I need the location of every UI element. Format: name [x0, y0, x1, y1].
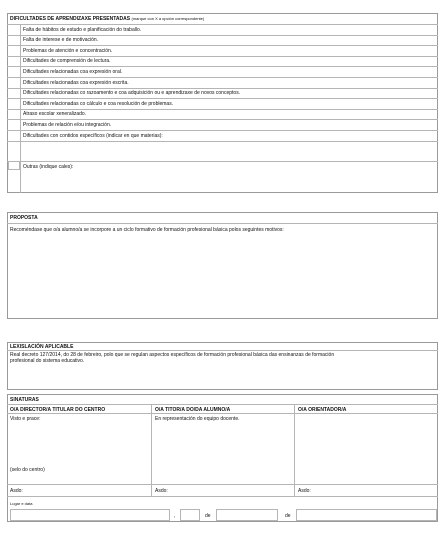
team-representation-note: En representación do equipo docente. [155, 416, 240, 422]
difficulty-row-divider [7, 109, 438, 110]
difficulty-row-divider [7, 119, 438, 120]
counsellor-column-title: O/A ORIENTADOR/A [298, 407, 347, 413]
signatures-title-divider [7, 413, 438, 414]
day-input[interactable] [180, 509, 200, 521]
difficulty-item-label: Dificultades relacionadas coa expresión escrita. [23, 79, 129, 86]
signatures-header-divider [7, 404, 438, 405]
difficulty-item-label: Dificultades relacionadas co razoamento e coa adquisición ou e aprendizaxe de novos conceptos. [23, 90, 241, 97]
difficulty-checkbox[interactable] [8, 98, 20, 109]
approval-note: Visto e prace: [10, 416, 41, 422]
difficulty-row-divider [7, 45, 438, 46]
counsellor-signed-label: Asdo: [298, 488, 311, 494]
difficulty-item-label: Falta de hábitos de estudo e planificación do traballo. [23, 26, 142, 33]
difficulty-checkbox[interactable] [8, 24, 20, 35]
tutor-signed-label: Asdo: [155, 488, 168, 494]
difficulty-checkbox[interactable] [8, 77, 20, 88]
difficulty-row-divider [7, 77, 438, 78]
signatures-header: SINATURAS [10, 397, 39, 403]
signature-column-divider-1 [151, 404, 152, 496]
legislation-header-divider [7, 350, 438, 351]
difficulty-checkbox[interactable] [8, 35, 20, 46]
difficulty-row-divider [7, 35, 438, 36]
difficulty-checkbox[interactable] [8, 130, 20, 141]
difficulty-item-label: Falta de interese e de motivación. [23, 37, 99, 44]
place-date-label: Lugar e data [10, 501, 33, 506]
difficulty-row-divider [7, 130, 438, 131]
place-input[interactable] [10, 509, 170, 521]
difficulty-item-label: Atraso escolar xeneralizado. [23, 111, 87, 118]
difficulty-row-divider [7, 141, 438, 142]
place-date-divider [7, 496, 438, 497]
school-seal-label: (selo do centro) [10, 467, 45, 473]
difficulty-item-label: Dificultades relacionadas coa expresión oral. [23, 68, 123, 75]
difficulties-header-note: (marque con X a opción correspondente) [131, 16, 205, 21]
difficulty-row-divider [7, 98, 438, 99]
difficulty-item-label: Problemas de atención e concentración. [23, 47, 113, 54]
year-input[interactable] [296, 509, 437, 521]
difficulty-checkbox[interactable] [8, 119, 20, 130]
difficulty-checkbox[interactable] [8, 88, 20, 99]
legislation-header: LEXISLACIÓN APLICABLE [10, 344, 74, 350]
difficulty-row-divider [7, 66, 438, 67]
difficulty-item-label: Dificultades relacionadas co cálculo e coa resolución de problemas. [23, 100, 174, 107]
difficulty-row-divider [7, 24, 438, 25]
difficulty-checkbox[interactable] [8, 109, 20, 120]
de-label-1: de [205, 513, 211, 519]
month-input[interactable] [216, 509, 278, 521]
difficulty-item-label: Dificultades de comprensión de lectura. [23, 58, 111, 65]
legislation-text-line1: Real decreto 127/2014, do 28 de febreiro, polo que se regulan aspectos específicos de formación profesional básica das ensinanzas de formación [10, 352, 335, 358]
signed-row-divider [7, 484, 438, 485]
other-checkbox[interactable] [8, 161, 20, 170]
proposal-header-divider [7, 223, 438, 224]
checkbox-column-divider [20, 24, 21, 193]
legislation-text-line2: profesional do sistema educativo. [10, 358, 85, 364]
proposal-header: PROPOSTA [10, 215, 38, 221]
difficulty-checkbox[interactable] [8, 66, 20, 77]
director-signed-label: Asdo: [10, 488, 23, 494]
director-column-title: O/A DIRECTOR/A TITULAR DO CENTRO [10, 407, 106, 413]
difficulties-header-title: DIFICULTADES DE APRENDIZAXE PRESENTADAS [10, 16, 131, 22]
other-label: Outras (indique cales): [23, 164, 74, 170]
signature-column-divider-2 [294, 404, 295, 496]
difficulty-row-divider [7, 56, 438, 57]
difficulty-row-divider [7, 88, 438, 89]
difficulty-checkbox[interactable] [8, 45, 20, 56]
difficulty-item-label: Dificultades con contidos específicos (indicar en que materias): [23, 132, 163, 139]
tutor-column-title: O/A TITOR/A DO/DA ALUMNO/A [155, 407, 231, 413]
difficulties-header [10, 16, 204, 22]
place-comma: , [174, 513, 176, 519]
difficulty-checkbox[interactable] [8, 56, 20, 67]
proposal-text: Recoméndase que o/a alumno/a se incorpore a un ciclo formativo de formación profesional básica polos seguintes motivos: [10, 227, 284, 233]
difficulty-item-label: Problemas de relación e/ou integración. [23, 121, 112, 128]
other-row-divider [7, 161, 438, 162]
de-label-2: de [285, 513, 291, 519]
